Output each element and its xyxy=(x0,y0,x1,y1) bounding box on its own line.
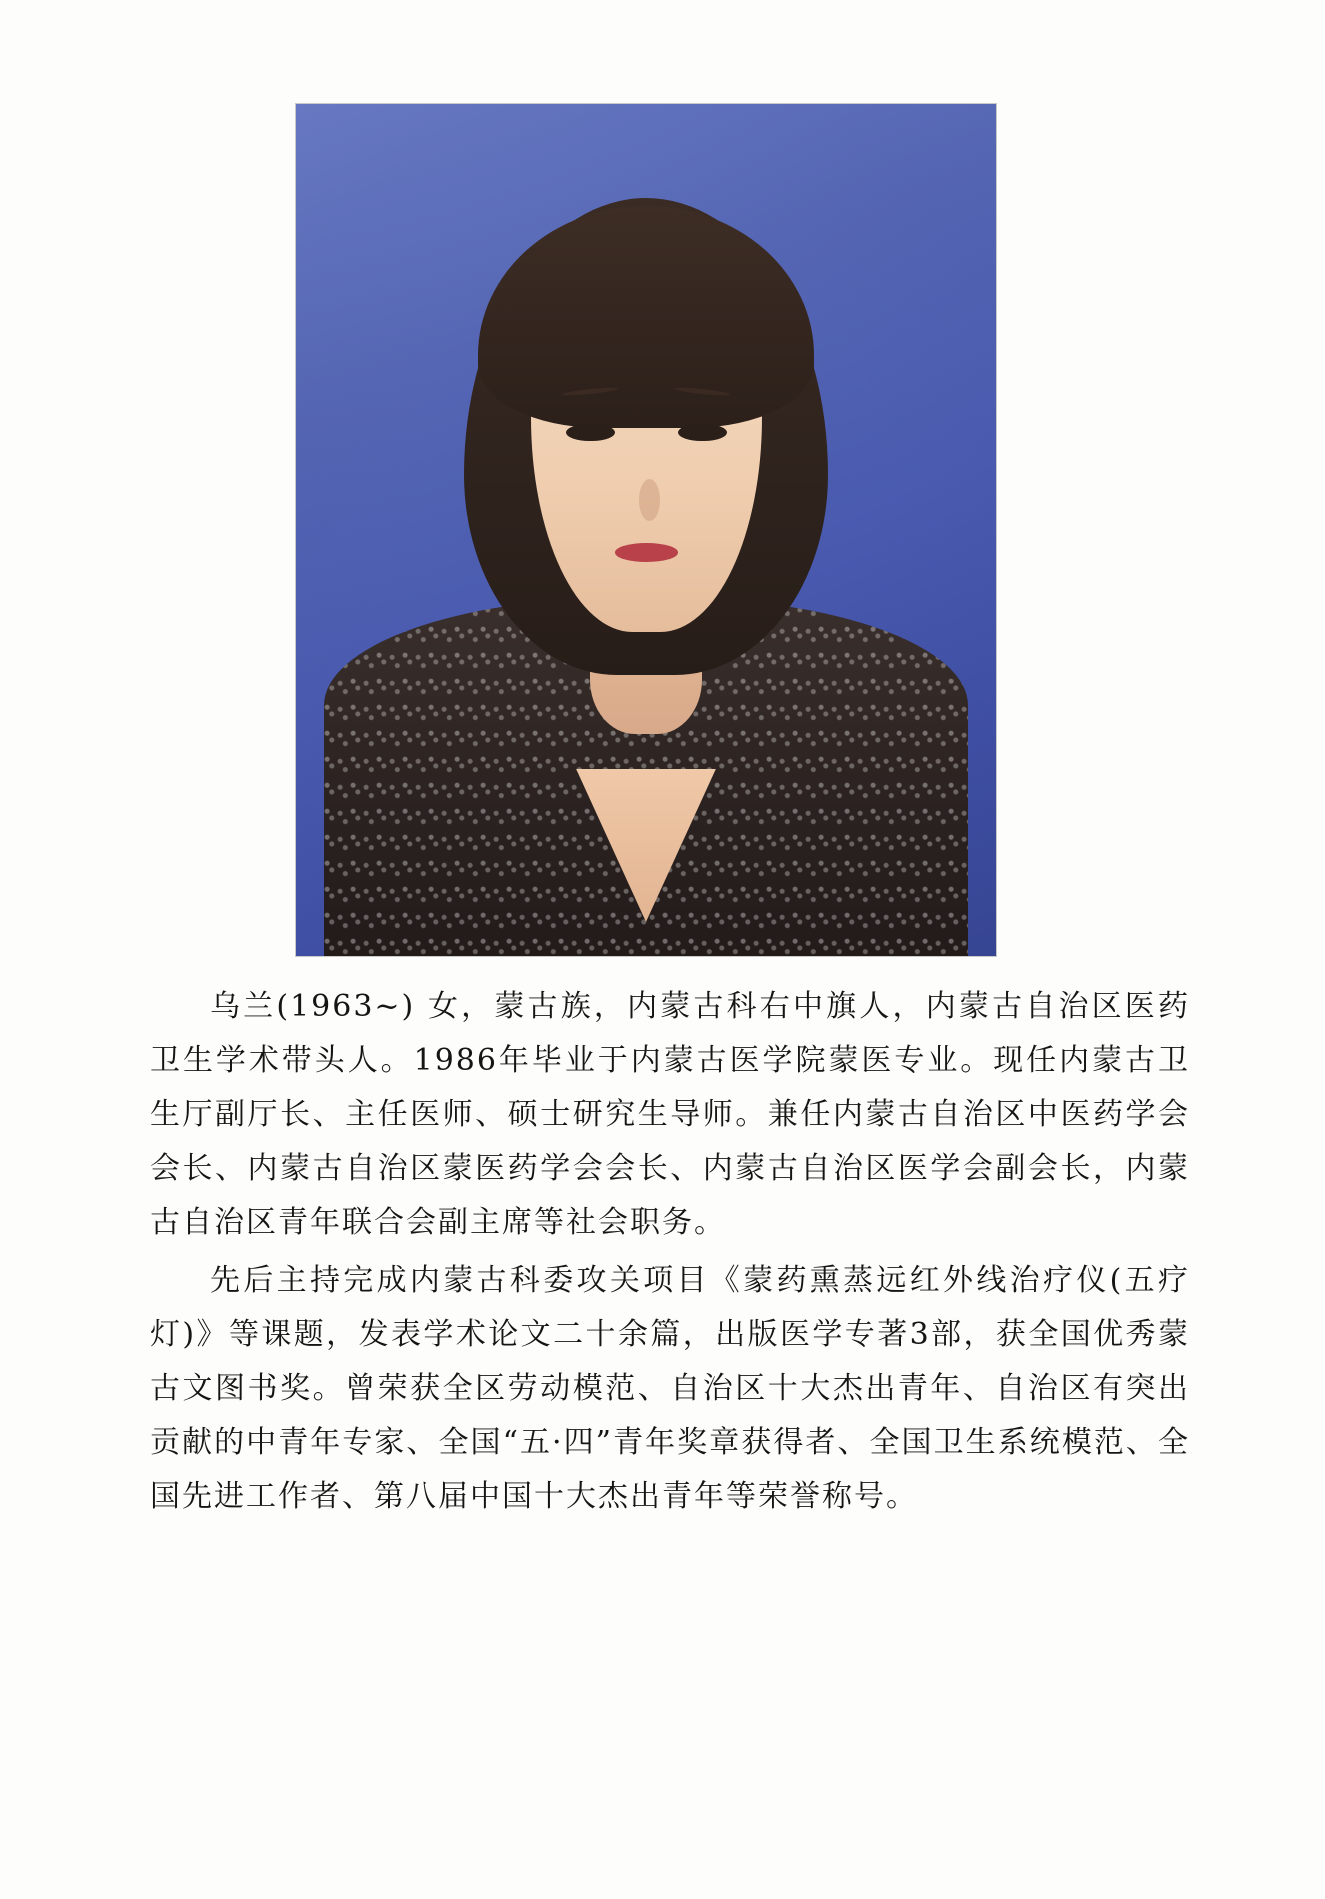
hair-front-region xyxy=(478,206,814,428)
portrait-photograph xyxy=(296,104,996,956)
eye-right xyxy=(678,424,727,442)
portrait-figure xyxy=(296,104,996,956)
biography-paragraph-1: 乌兰(1963~) 女，蒙古族，内蒙古科右中旗人，内蒙古自治区医药卫生学术带头人。1986年毕业于内蒙古医学院蒙医专业。现任内蒙古卫生厅副厅长、主任医师、硕士研究生导师。兼任内蒙古自治区中医药学会会长、内蒙古自治区蒙医药学会会长、内蒙古自治区医学会副会长，内蒙古自治区青年联合会副主席等社会职务。 xyxy=(150,989,1190,1240)
mouth-region xyxy=(615,543,678,562)
biography-paragraph-2: 先后主持完成内蒙古科委攻关项目《蒙药熏蒸远红外线治疗仪(五疗灯)》等课题，发表学术论文二十余篇，出版医学专著3部，获全国优秀蒙古文图书奖。曾荣获全区劳动模范、自治区十大杰出青年、自治区有突出贡献的中青年专家、全国“五·四”青年奖章获得者、全国卫生系统模范、全国先进工作者、第八届中国十大杰出青年等荣誉称号。 xyxy=(150,1263,1190,1514)
biography-text-column xyxy=(150,980,1190,1528)
nose-region xyxy=(639,479,660,522)
eye-left xyxy=(566,424,615,442)
